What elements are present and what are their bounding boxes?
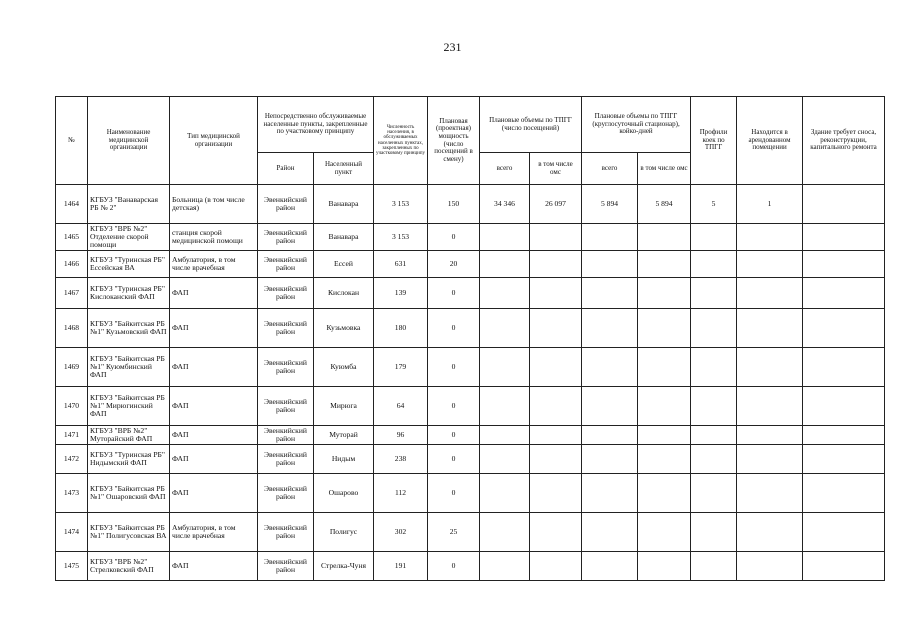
row-profile-beds	[691, 348, 737, 387]
row-profile-beds	[691, 513, 737, 552]
row-profile-beds: 5	[691, 185, 737, 224]
row-profile-beds	[691, 474, 737, 513]
table-header	[56, 97, 885, 185]
row-capacity: 0	[428, 309, 480, 348]
row-num: 1468	[56, 309, 88, 348]
row-profile-beds	[691, 278, 737, 309]
row-population: 179	[374, 348, 428, 387]
row-num: 1474	[56, 513, 88, 552]
table-row	[56, 474, 885, 513]
row-visits-total	[480, 278, 530, 309]
row-population: 96	[374, 426, 428, 445]
row-capacity: 0	[428, 224, 480, 251]
header-visits-oms: в том числе омс	[530, 153, 582, 185]
row-org-type: станция скорой медицинской помощи	[170, 224, 258, 251]
row-profile-beds	[691, 224, 737, 251]
row-settlement: Куюмба	[314, 348, 374, 387]
row-visits-total	[480, 474, 530, 513]
row-beds-oms	[638, 224, 691, 251]
header-settlement: Населенный пункт	[314, 153, 374, 185]
row-num: 1464	[56, 185, 88, 224]
row-org-name: КГБУЗ "Байкитская РБ №1" Ошаровский ФАП	[88, 474, 170, 513]
row-population: 180	[374, 309, 428, 348]
table-row	[56, 552, 885, 581]
header-org-name: Наименование медицинской организации	[88, 97, 170, 185]
row-capacity: 20	[428, 251, 480, 278]
row-rented	[737, 552, 803, 581]
row-org-type: Амбулатория, в том числе врачебная	[170, 513, 258, 552]
header-num: №	[56, 97, 88, 185]
row-repair	[803, 278, 885, 309]
row-visits-total	[480, 426, 530, 445]
row-beds-total	[582, 445, 638, 474]
row-org-name: КГБУЗ "Туринская РБ" Нидымский ФАП	[88, 445, 170, 474]
row-settlement: Кузьмовка	[314, 309, 374, 348]
row-settlement: Кислокан	[314, 278, 374, 309]
row-district: Эвенкийский район	[258, 387, 314, 426]
row-rented	[737, 348, 803, 387]
table-row	[56, 278, 885, 309]
row-num: 1467	[56, 278, 88, 309]
row-org-name: КГБУЗ "ВРБ №2" Стрелковский ФАП	[88, 552, 170, 581]
row-org-type: ФАП	[170, 426, 258, 445]
row-repair	[803, 552, 885, 581]
row-capacity: 0	[428, 426, 480, 445]
row-repair	[803, 387, 885, 426]
row-beds-oms	[638, 348, 691, 387]
row-district: Эвенкийский район	[258, 278, 314, 309]
table-row	[56, 348, 885, 387]
row-org-name: КГБУЗ "Байкитская РБ №1" Мирюгинский ФАП	[88, 387, 170, 426]
row-beds-oms	[638, 513, 691, 552]
row-org-name: КГБУЗ "Байкитская РБ №1" Полигусовская ВА	[88, 513, 170, 552]
row-repair	[803, 513, 885, 552]
table-body	[56, 185, 885, 581]
header-org-type: Тип медицинской организации	[170, 97, 258, 185]
header-population: Численность населения, в обслуживаемых населенных пунктах, закрепленных по участковому принципу	[374, 97, 428, 185]
table-row	[56, 445, 885, 474]
row-beds-total	[582, 387, 638, 426]
header-repair: Здание требует сноса, реконструкции, капитального ремонта	[803, 97, 885, 185]
row-settlement: Ванавара	[314, 224, 374, 251]
row-org-name: КГБУЗ "ВРБ №2" Муторайский ФАП	[88, 426, 170, 445]
row-rented	[737, 426, 803, 445]
row-profile-beds	[691, 387, 737, 426]
row-rented	[737, 474, 803, 513]
row-visits-oms	[530, 251, 582, 278]
row-visits-total	[480, 552, 530, 581]
row-capacity: 0	[428, 552, 480, 581]
row-rented	[737, 309, 803, 348]
row-visits-oms	[530, 348, 582, 387]
row-settlement: Ванавара	[314, 185, 374, 224]
row-settlement: Мирюга	[314, 387, 374, 426]
row-settlement: Стрелка-Чуня	[314, 552, 374, 581]
header-beds-oms: в том числе омс	[638, 153, 691, 185]
row-num: 1475	[56, 552, 88, 581]
header-direct-group: Непосредственно обслуживаемые населенные пункты, закрепленные по участковому принципу	[258, 97, 374, 153]
row-org-type: ФАП	[170, 309, 258, 348]
row-org-type: ФАП	[170, 278, 258, 309]
row-capacity: 0	[428, 348, 480, 387]
row-repair	[803, 185, 885, 224]
row-visits-oms	[530, 474, 582, 513]
row-rented	[737, 387, 803, 426]
row-beds-oms	[638, 426, 691, 445]
row-district: Эвенкийский район	[258, 513, 314, 552]
row-district: Эвенкийский район	[258, 309, 314, 348]
row-settlement: Ессей	[314, 251, 374, 278]
row-profile-beds	[691, 251, 737, 278]
row-settlement: Нидым	[314, 445, 374, 474]
row-capacity: 0	[428, 278, 480, 309]
row-profile-beds	[691, 445, 737, 474]
table-row	[56, 185, 885, 224]
row-population: 64	[374, 387, 428, 426]
row-visits-oms	[530, 278, 582, 309]
row-repair	[803, 224, 885, 251]
table-row	[56, 513, 885, 552]
row-district: Эвенкийский район	[258, 251, 314, 278]
table-row	[56, 251, 885, 278]
table-row	[56, 309, 885, 348]
row-beds-total	[582, 474, 638, 513]
table-row	[56, 224, 885, 251]
row-settlement: Полигус	[314, 513, 374, 552]
facilities-table	[55, 96, 885, 581]
header-capacity: Плановая (проектная) мощность (число посещений в смену)	[428, 97, 480, 185]
row-visits-total	[480, 251, 530, 278]
row-profile-beds	[691, 309, 737, 348]
row-population: 631	[374, 251, 428, 278]
row-capacity: 0	[428, 445, 480, 474]
row-district: Эвенкийский район	[258, 426, 314, 445]
row-visits-total: 34 346	[480, 185, 530, 224]
row-repair	[803, 251, 885, 278]
row-rented	[737, 513, 803, 552]
row-population: 3 153	[374, 224, 428, 251]
header-district: Район	[258, 153, 314, 185]
row-visits-oms: 26 097	[530, 185, 582, 224]
row-rented	[737, 278, 803, 309]
row-repair	[803, 309, 885, 348]
header-visits-group: Плановые объемы по ТПГГ (число посещений)	[480, 97, 582, 153]
row-visits-oms	[530, 445, 582, 474]
row-beds-oms	[638, 251, 691, 278]
row-visits-oms	[530, 426, 582, 445]
row-org-type: ФАП	[170, 474, 258, 513]
row-capacity: 25	[428, 513, 480, 552]
row-beds-oms	[638, 309, 691, 348]
row-num: 1470	[56, 387, 88, 426]
row-beds-total: 5 894	[582, 185, 638, 224]
row-profile-beds	[691, 552, 737, 581]
row-visits-oms	[530, 552, 582, 581]
row-beds-oms	[638, 387, 691, 426]
row-visits-total	[480, 387, 530, 426]
row-population: 302	[374, 513, 428, 552]
row-repair	[803, 426, 885, 445]
header-beds-group: Плановые объемы по ТПГГ (круглосуточный стационар), койко-дней	[582, 97, 691, 153]
row-beds-total	[582, 309, 638, 348]
row-org-type: ФАП	[170, 552, 258, 581]
row-district: Эвенкийский район	[258, 185, 314, 224]
row-district: Эвенкийский район	[258, 348, 314, 387]
row-beds-oms	[638, 445, 691, 474]
row-beds-total	[582, 251, 638, 278]
row-visits-total	[480, 445, 530, 474]
row-org-type: Амбулатория, в том числе врачебная	[170, 251, 258, 278]
row-visits-total	[480, 224, 530, 251]
row-profile-beds	[691, 426, 737, 445]
row-population: 112	[374, 474, 428, 513]
row-org-name: КГБУЗ "Байкитская РБ №1" Куюмбинский ФАП	[88, 348, 170, 387]
row-beds-total	[582, 278, 638, 309]
row-district: Эвенкийский район	[258, 224, 314, 251]
row-num: 1471	[56, 426, 88, 445]
row-beds-total	[582, 348, 638, 387]
row-org-name: КГБУЗ "Туринская РБ" Ессейская ВА	[88, 251, 170, 278]
row-num: 1466	[56, 251, 88, 278]
row-repair	[803, 445, 885, 474]
table-row	[56, 387, 885, 426]
row-num: 1465	[56, 224, 88, 251]
row-repair	[803, 348, 885, 387]
row-rented	[737, 251, 803, 278]
row-settlement: Ошарово	[314, 474, 374, 513]
row-visits-total	[480, 309, 530, 348]
row-visits-total	[480, 348, 530, 387]
row-org-type: ФАП	[170, 445, 258, 474]
row-district: Эвенкийский район	[258, 445, 314, 474]
row-population: 191	[374, 552, 428, 581]
row-population: 139	[374, 278, 428, 309]
row-num: 1469	[56, 348, 88, 387]
row-settlement: Муторай	[314, 426, 374, 445]
row-visits-oms	[530, 387, 582, 426]
row-visits-total	[480, 513, 530, 552]
row-beds-total	[582, 552, 638, 581]
table-row	[56, 426, 885, 445]
row-district: Эвенкийский район	[258, 474, 314, 513]
row-beds-total	[582, 426, 638, 445]
row-beds-oms	[638, 474, 691, 513]
row-visits-oms	[530, 309, 582, 348]
row-org-name: КГБУЗ "Ванаварская РБ № 2"	[88, 185, 170, 224]
row-capacity: 0	[428, 387, 480, 426]
row-repair	[803, 474, 885, 513]
header-beds-total: всего	[582, 153, 638, 185]
row-num: 1472	[56, 445, 88, 474]
row-beds-oms	[638, 552, 691, 581]
row-beds-oms: 5 894	[638, 185, 691, 224]
row-org-type: Больница (в том числе детская)	[170, 185, 258, 224]
row-org-name: КГБУЗ "Туринская РБ" Кислоканский ФАП	[88, 278, 170, 309]
header-profile-beds: Профили коек по ТПГГ	[691, 97, 737, 185]
row-rented	[737, 445, 803, 474]
row-rented: 1	[737, 185, 803, 224]
row-org-type: ФАП	[170, 348, 258, 387]
row-population: 3 153	[374, 185, 428, 224]
row-capacity: 0	[428, 474, 480, 513]
row-capacity: 150	[428, 185, 480, 224]
row-visits-oms	[530, 224, 582, 251]
row-rented	[737, 224, 803, 251]
row-district: Эвенкийский район	[258, 552, 314, 581]
row-beds-total	[582, 513, 638, 552]
row-beds-total	[582, 224, 638, 251]
row-org-type: ФАП	[170, 387, 258, 426]
row-population: 238	[374, 445, 428, 474]
header-visits-total: всего	[480, 153, 530, 185]
row-num: 1473	[56, 474, 88, 513]
row-beds-oms	[638, 278, 691, 309]
header-rented: Находится в арендованном помещении	[737, 97, 803, 185]
row-org-name: КГБУЗ "Байкитская РБ №1" Кузьмовский ФАП	[88, 309, 170, 348]
page-number: 231	[443, 40, 462, 54]
row-org-name: КГБУЗ "ВРБ №2" Отделение скорой помощи	[88, 224, 170, 251]
row-visits-oms	[530, 513, 582, 552]
